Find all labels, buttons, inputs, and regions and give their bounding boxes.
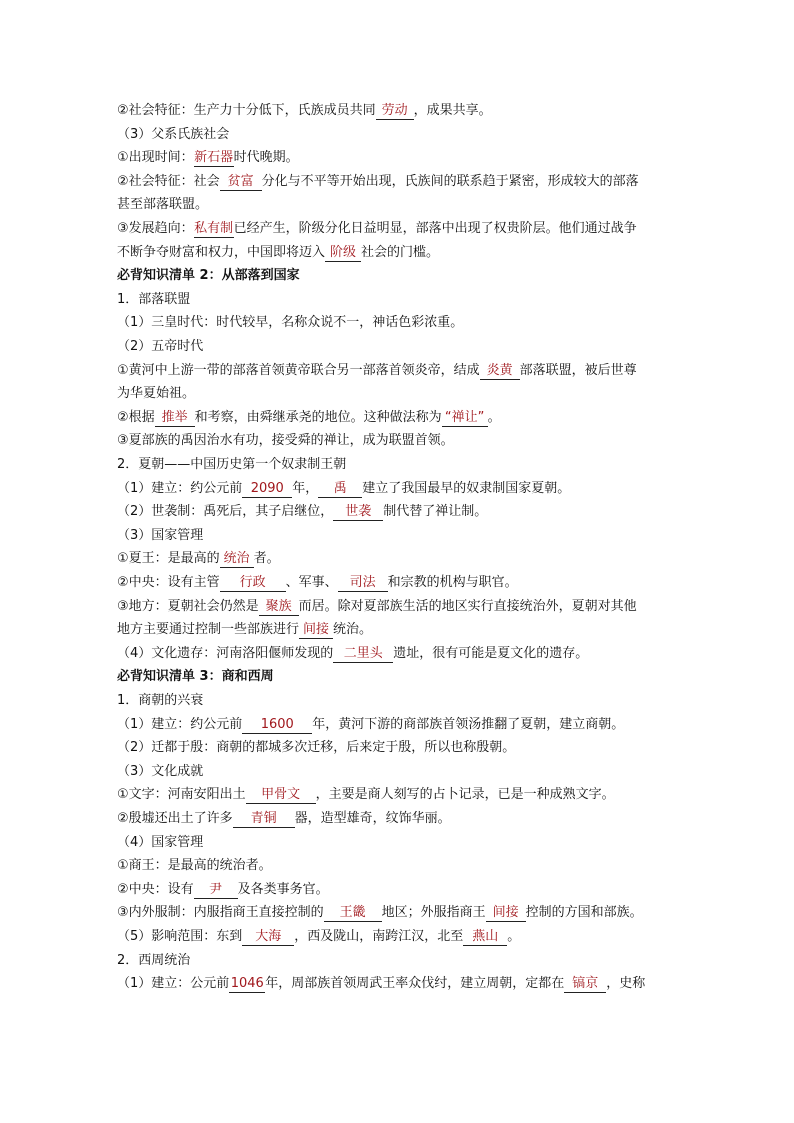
text-segment: 建立了我国最早的奴隶制国家夏朝。 [362, 480, 571, 496]
answer-blank: 青铜 [233, 811, 295, 828]
text-line [117, 503, 694, 521]
text-line [117, 338, 694, 356]
answer-blank: 大海 [242, 929, 294, 946]
text-segment: （1）建立：约公元前 [117, 716, 243, 732]
text-segment: （3）国家管理 [117, 527, 204, 543]
text-segment: 统治。 [333, 622, 373, 638]
text-segment: 及各类事务官。 [237, 881, 329, 897]
answer-blank: 二里头 [333, 646, 393, 663]
text-segment: ①商王：是最高的统治者。 [117, 858, 272, 874]
text-segment: ①黄河中上游一带的部落首领黄帝联合另一部落首领炎帝，结成 [117, 362, 480, 378]
text-line [117, 834, 694, 852]
text-segment: ，西及陇山，南跨江汉，北至 [294, 929, 464, 944]
text-segment: ①夏王：是最高的 [117, 551, 220, 567]
text-segment: 和宗教的机构与职官。 [387, 575, 518, 590]
answer-blank: 聚族 [259, 599, 299, 616]
text-line [117, 409, 694, 427]
text-segment: 和考察，由舜继承尧的地位。这种做法称为 [194, 409, 442, 425]
text-line [117, 763, 694, 781]
answer-blank: 燕山 [463, 929, 507, 946]
text-segment: 、军事、 [285, 575, 338, 590]
text-segment: 。 [487, 409, 501, 425]
text-segment: 。 [507, 929, 521, 944]
text-segment: （3）父系氏族社会 [117, 126, 230, 142]
text-segment: ③地方：夏朝社会仍然是 [117, 598, 259, 614]
text-line [117, 716, 694, 734]
text-segment: ①出现时间： [117, 150, 194, 166]
text-segment: ②根据 [117, 409, 155, 425]
text-segment: （2）迁都于殷：商朝的都城多次迁移，后来定于殷，所以也称殷朝。 [117, 740, 516, 756]
text-segment: 年，黄河下游的商部族首领汤推翻了夏朝，建立商朝。 [312, 716, 625, 732]
text-segment: 1．部落联盟 [117, 291, 191, 307]
text-segment: ③发展趋向： [117, 221, 194, 236]
text-segment: 而居。除对夏部族生活的地区实行直接统治外，夏朝对其他 [298, 598, 637, 614]
text-line [117, 527, 694, 545]
text-line [117, 314, 694, 332]
text-segment: ②殷墟还出土了许多 [117, 811, 233, 826]
text-segment: 地区；外服指商王 [381, 905, 486, 921]
text-segment: ③夏部族的禹因治水有功，接受舜的禅让，成为联盟首领。 [117, 433, 454, 449]
text-segment: ②社会特征：社会 [117, 173, 220, 189]
text-segment: 社会的门槛。 [361, 244, 440, 260]
text-segment: （1）建立：公元前 [117, 976, 230, 992]
text-segment: （1）建立：约公元前 [117, 480, 243, 496]
answer-blank: 行政 [220, 575, 286, 592]
text-segment: 制代替了禅让制。 [383, 504, 488, 520]
text-segment: 年，周部族首领周武王率众伐纣，建立周朝，定都在 [265, 976, 565, 992]
text-line [117, 786, 694, 804]
text-line [117, 857, 694, 875]
answer-blank: 尹 [194, 882, 238, 899]
answer-blank: 甲骨文 [246, 787, 316, 804]
text-segment: 控制的方国和部族。 [525, 905, 643, 921]
text-line [117, 881, 694, 899]
answer-blank: 阶级 [325, 245, 361, 262]
section-heading: 必背知识清单 3：商和西周 [117, 669, 274, 685]
text-line [117, 244, 694, 262]
answer-blank: 镐京 [564, 976, 606, 993]
answer-blank: 推举 [155, 410, 195, 427]
text-line [117, 692, 694, 710]
answer-blank: 2090 [242, 481, 292, 498]
text-segment: 已经产生，阶级分化日益明显，部落中出现了权贵阶层。他们通过战争 [233, 221, 637, 236]
text-line [117, 267, 694, 285]
answer-blank: 司法 [338, 575, 388, 592]
text-segment: （2）五帝时代 [117, 339, 204, 354]
text-segment: 年， [292, 480, 319, 496]
text-segment: 部落联盟，被后世尊 [519, 362, 637, 378]
answer-blank: 王畿 [324, 905, 382, 922]
text-line [117, 432, 694, 450]
text-line [117, 291, 694, 309]
text-segment: 地方主要通过控制一些部族进行 [117, 622, 300, 638]
text-line [117, 598, 694, 616]
text-line [117, 385, 694, 403]
text-line [117, 362, 694, 380]
text-segment: 1．商朝的兴衰 [117, 693, 204, 708]
answer-blank: 劳动 [376, 103, 414, 120]
text-line [117, 645, 694, 663]
text-segment: 时代晚期。 [233, 150, 299, 166]
text-line [117, 149, 694, 167]
text-segment: （1）三皇时代：时代较早，名称众说不一，神话色彩浓重。 [117, 315, 464, 331]
answer-blank: 炎黄 [480, 363, 520, 380]
section-heading: 必背知识清单 2：从部落到国家 [117, 268, 300, 284]
text-segment: 不断争夺财富和权力，中国即将迈入 [117, 244, 326, 260]
text-segment: ②中央：设有主管 [117, 575, 220, 590]
text-segment: （2）世袭制：禹死后，其子启继位， [117, 504, 334, 520]
text-segment: ③内外服制：内服指商王直接控制的 [117, 905, 324, 921]
text-segment: 分化与不平等开始出现，氏族间的联系趋于紧密，形成较大的部落 [261, 173, 639, 189]
text-line [117, 810, 694, 828]
text-segment: ②中央：设有 [117, 881, 194, 897]
text-line [117, 574, 694, 592]
text-line [117, 173, 694, 191]
text-line [117, 621, 694, 639]
text-line [117, 904, 694, 922]
text-line [117, 220, 694, 238]
answer-blank: 私有制 [194, 221, 234, 236]
text-line [117, 102, 694, 120]
text-line [117, 952, 694, 970]
answer-blank: 新石器 [194, 150, 234, 166]
answer-blank: 1046 [230, 976, 264, 992]
text-line [117, 975, 694, 993]
answer-blank: 间接 [299, 622, 333, 639]
text-line [117, 550, 694, 568]
answer-blank: 统治 [220, 551, 254, 568]
text-segment: ，主要是商人刻写的占卜记录，已是一种成熟文字。 [315, 787, 615, 803]
answer-blank: 贫富 [220, 174, 262, 191]
text-segment: （5）影响范围：东到 [117, 929, 243, 944]
text-segment: ②社会特征：生产力十分低下，氏族成员共同 [117, 103, 376, 118]
text-segment: 为华夏始祖。 [117, 386, 196, 402]
text-segment: （3）文化成就 [117, 763, 204, 779]
text-segment: ①文字：河南安阳出土 [117, 787, 246, 803]
text-segment: 2．西周统治 [117, 952, 191, 968]
text-segment: ，成果共享。 [413, 103, 492, 118]
text-segment: （4）文化遗存：河南洛阳偃师发现的 [117, 645, 334, 661]
text-segment: 2．夏朝——中国历史第一个奴隶制王朝 [117, 457, 347, 472]
text-line [117, 126, 694, 144]
text-segment: 遗址，很有可能是夏文化的遗存。 [393, 645, 589, 661]
text-line [117, 668, 694, 686]
text-line [117, 480, 694, 498]
answer-blank: 禹 [318, 481, 362, 498]
answer-blank: 1600 [242, 717, 312, 734]
text-line [117, 928, 694, 946]
text-line [117, 739, 694, 757]
answer-blank: 间接 [486, 905, 526, 922]
answer-blank: “禅让” [442, 410, 488, 427]
text-segment: 甚至部落联盟。 [117, 197, 209, 213]
text-line [117, 456, 694, 474]
text-line [117, 196, 694, 214]
answer-blank: 世袭 [333, 504, 383, 521]
text-segment: 器，造型雄奇，纹饰华丽。 [294, 811, 451, 826]
text-segment: （4）国家管理 [117, 834, 204, 850]
text-segment: ，史称 [606, 976, 646, 992]
text-segment: 者。 [253, 551, 280, 567]
